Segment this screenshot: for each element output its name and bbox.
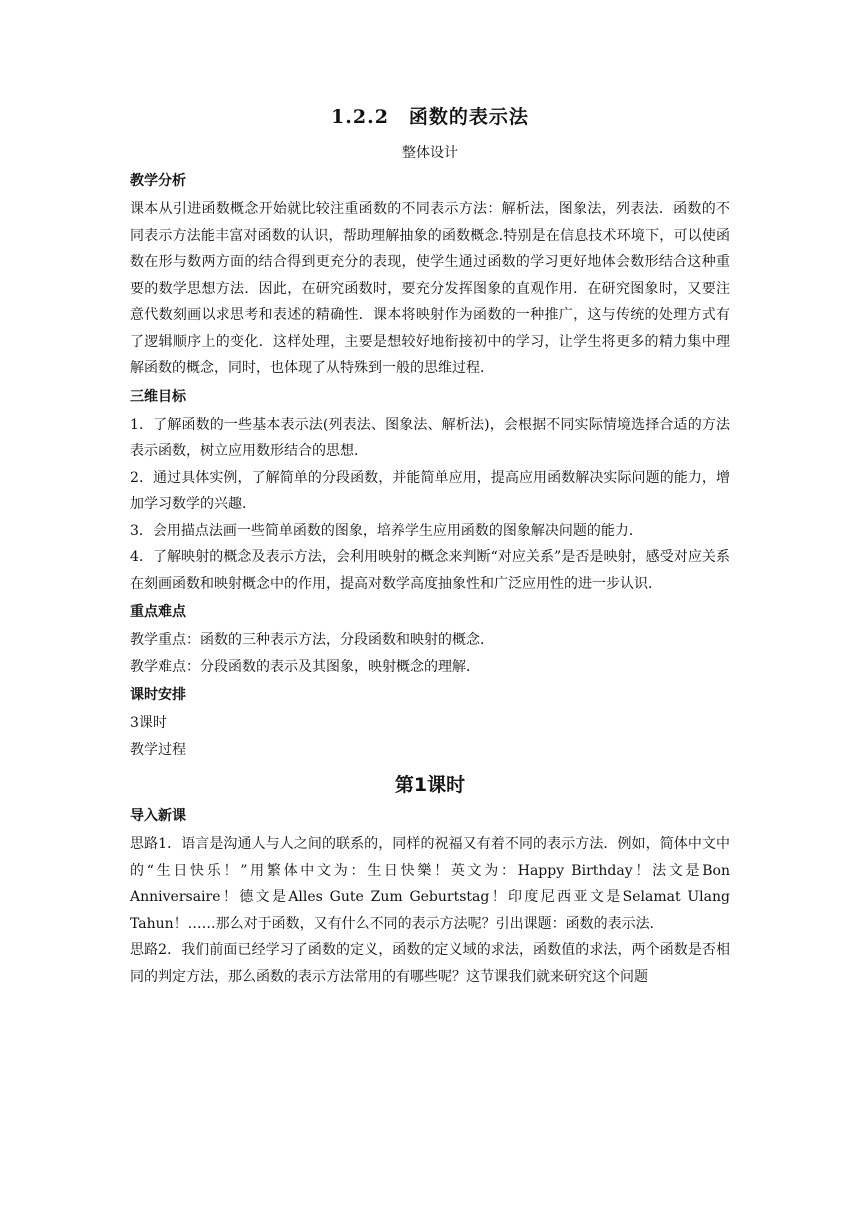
teaching-process-label: 教学过程 xyxy=(130,741,186,758)
goal-item: 2．通过具体实例，了解简单的分段函数，并能简单应用，提高应用函数解决实际问题的能力，增加学习数学的兴趣． xyxy=(130,469,730,512)
paragraph: 课本从引进函数概念开始就比较注重函数的不同表示方法：解析法，图象法，列表法．函数的不同表示方法能丰富对函数的认识，帮助理解抽象的函数概念.特别是在信息技术环境下，可以使函数在形与数两方面的结合得到更充分的表现，使学生通过函数的学习更好地体会数形结合这种重要的数学思想方法．因此，在研究函数时，要充分发挥图象的直观作用．在研究图象时，又要注意代数刻画以求思考和表述的精确性．课本将映射作为函数的一种推广，这与传统的处理方式有了逻辑顺序上的变化．这样处理，主要是想较好地衔接初中的学习，让学生将更多的精力集中理解函数的概念，同时，也体现了从特殊到一般的思维过程． xyxy=(130,201,730,376)
document-title: 1.2.2 函数的表示法 xyxy=(331,106,529,128)
section-key-points xyxy=(130,601,730,680)
teaching-focus: 教学重点：函数的三种表示方法，分段函数和映射的概念． xyxy=(130,632,494,648)
goal-item: 4．了解映射的概念及表示方法，会利用映射的概念来判断“对应关系”是否是映射，感受对应关系在刻画函数和映射概念中的作用，提高对数学高度抽象性和广泛应用性的进一步认识． xyxy=(130,549,730,592)
paragraph: 思路1．语言是沟通人与人之间的联系的，同样的祝福又有着不同的表示方法．例如，简体中文中的“生日快乐！”用繁体中文为：生日快樂！英文为：Happy Birthday！法文是Bon Anniversaire！德文是Alles Gute Zum Geburtstag！印度尼西亚文是Selamat Ulang Tahun！……那么对于函数，又有什么不同的表示方法呢？引出课题：函数的表示法． xyxy=(130,836,730,932)
lesson-heading: 第1课时 xyxy=(394,774,466,796)
section-heading: 教学分析 xyxy=(130,173,186,189)
document-subtitle: 整体设计 xyxy=(402,145,458,161)
section-heading: 导入新课 xyxy=(130,808,186,824)
class-hours: 3课时 xyxy=(130,715,167,731)
goal-item: 3．会用描点法画一些简单函数的图象，培养学生应用函数的图象解决问题的能力． xyxy=(130,522,643,539)
section-three-dimensional-goals xyxy=(130,386,730,598)
section-heading: 重点难点 xyxy=(130,604,186,620)
teaching-difficulty: 教学难点：分段函数的表示及其图象，映射概念的理解． xyxy=(130,658,480,675)
section-heading: 课时安排 xyxy=(130,687,186,703)
section-teaching-analysis xyxy=(130,170,730,382)
section-heading: 三维目标 xyxy=(130,388,186,405)
paragraph: 思路2．我们前面已经学习了函数的定义，函数的定义域的求法，函数值的求法，两个函数是否相同的判定方法，那么函数的表示方法常用的有哪些呢？这节课我们就来研究这个问题 xyxy=(130,942,730,985)
section-lesson-1 xyxy=(130,767,730,990)
section-schedule xyxy=(130,684,730,763)
goal-item: 1．了解函数的一些基本表示法(列表法、图象法、解析法)，会根据不同实际情境选择合适的方法表示函数，树立应用数形结合的思想． xyxy=(130,416,730,459)
